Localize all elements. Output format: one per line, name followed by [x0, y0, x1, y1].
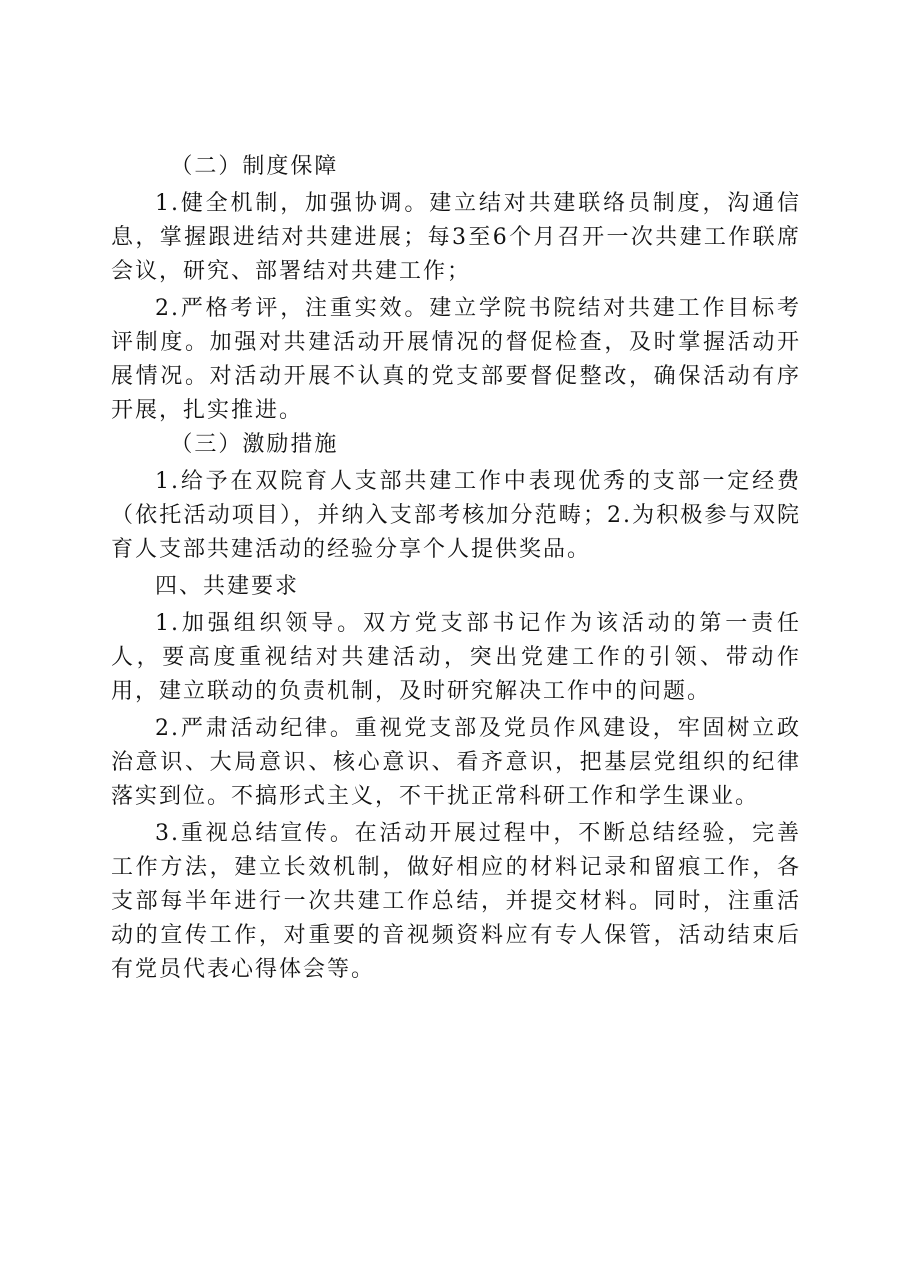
heading-incentives: （三）激励措施 — [170, 432, 339, 457]
document-body — [111, 150, 801, 987]
paragraph-mechanism: 1.健全机制，加强协调。建立结对共建联络员制度，沟通信息，掌握跟进结对共建进展；每3至6个月召开一次共建工作联席会议，研究、部署结对共建工作； — [111, 191, 801, 284]
paragraph-discipline: 2.严肃活动纪律。重视党支部及党员作风建设，牢固树立政治意识、大局意识、核心意识、看齐意识，把基层党组织的纪律落实到位。不搞形式主义，不干扰正常科研工作和学生课业。 — [111, 716, 801, 809]
paragraph-publicity: 3.重视总结宣传。在活动开展过程中，不断总结经验，完善工作方法，建立长效机制，做好相应的材料记录和留痕工作，各支部每半年进行一次共建工作总结，并提交材料。同时，注重活动的宣传工作，对重要的音视频资料应有专人保管，活动结束后有党员代表心得体会等。 — [111, 821, 801, 982]
heading-institutional-guarantee: （二）制度保障 — [170, 154, 339, 179]
paragraph-rewards: 1.给予在双院育人支部共建工作中表现优秀的支部一定经费（依托活动项目），并纳入支部考核加分范畴；2.为积极参与双院育人支部共建活动的经验分享个人提供奖品。 — [111, 469, 801, 562]
paragraph-leadership: 1.加强组织领导。双方党支部书记作为该活动的第一责任人，要高度重视结对共建活动，突出党建工作的引领、带动作用，建立联动的负责机制，及时研究解决工作中的问题。 — [111, 611, 801, 704]
heading-requirements: 四、共建要求 — [155, 574, 300, 599]
paragraph-evaluation: 2.严格考评，注重实效。建立学院书院结对共建工作目标考评制度。加强对共建活动开展情况的督促检查，及时掌握活动开展情况。对活动开展不认真的党支部要督促整改，确保活动有序开展，扎实推进。 — [111, 296, 801, 423]
